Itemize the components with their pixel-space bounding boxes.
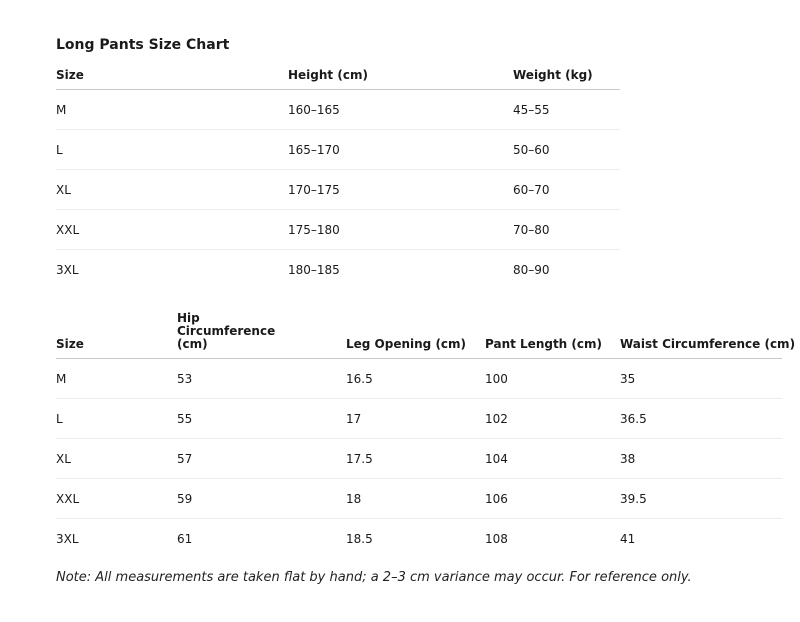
column-header: Height (cm) (288, 60, 513, 90)
table-header-row (56, 60, 620, 90)
table-cell: 104 (485, 439, 620, 479)
table-cell: M (56, 90, 288, 130)
table-row (56, 479, 782, 519)
column-header: Leg Opening (cm) (346, 312, 485, 359)
table-cell: 35 (620, 359, 782, 399)
page-title: Long Pants Size Chart (56, 37, 230, 53)
table-cell: XL (56, 439, 177, 479)
table-cell: 170–175 (288, 170, 513, 210)
table-cell: 108 (485, 531, 508, 546)
table-cell: M (56, 359, 177, 399)
table-cell: L (56, 130, 288, 170)
table-cell: 3XL (56, 262, 79, 277)
table-cell: 160–165 (288, 90, 513, 130)
table-cell: 53 (177, 359, 346, 399)
table-cell: 38 (620, 439, 782, 479)
table-row (56, 250, 620, 290)
table-cell: L (56, 399, 177, 439)
table-cell: 70–80 (513, 210, 620, 250)
table-cell: 18 (346, 479, 485, 519)
table-cell: 175–180 (288, 210, 513, 250)
column-header: Waist Circumference (cm) (620, 312, 782, 359)
table-cell: XXL (56, 479, 177, 519)
table-cell: 180–185 (288, 262, 340, 277)
column-header: Pant Length (cm) (485, 312, 620, 359)
table-cell: 102 (485, 399, 620, 439)
table-cell: 16.5 (346, 359, 485, 399)
size-measurements-table (56, 311, 796, 558)
table-cell: 45–55 (513, 90, 620, 130)
footnote: Note: All measurements are taken flat by hand; a 2–3 cm variance may occur. For reference only. (56, 570, 692, 585)
table-cell: 61 (177, 531, 193, 546)
table-cell: 106 (485, 479, 620, 519)
table-cell: 41 (620, 531, 636, 546)
table-cell: 55 (177, 399, 346, 439)
table-cell: 18.5 (346, 531, 373, 546)
table-cell: 50–60 (513, 130, 620, 170)
table-cell: 57 (177, 439, 346, 479)
column-header: Hip Circumference (cm) (177, 312, 346, 359)
table-cell: 80–90 (513, 262, 550, 277)
table-cell: 3XL (56, 531, 79, 546)
column-header: Size (56, 60, 288, 90)
table-cell: 100 (485, 359, 620, 399)
table-cell: 60–70 (513, 170, 620, 210)
table-cell: 39.5 (620, 479, 782, 519)
table-row (56, 130, 620, 170)
table-row (56, 359, 782, 399)
table-cell: XXL (56, 210, 288, 250)
column-header: Size (56, 312, 177, 359)
table-cell: 59 (177, 479, 346, 519)
table-cell: 36.5 (620, 399, 782, 439)
table-row (56, 519, 782, 559)
table-cell: 17 (346, 399, 485, 439)
table-cell: XL (56, 170, 288, 210)
table-header-row (56, 312, 782, 359)
table-row (56, 399, 782, 439)
table-row (56, 170, 620, 210)
table-row (56, 439, 782, 479)
table-cell: 165–170 (288, 130, 513, 170)
table-row (56, 210, 620, 250)
size-height-weight-table (56, 60, 620, 289)
table-row (56, 90, 620, 130)
column-header: Weight (kg) (513, 60, 620, 90)
table-cell: 17.5 (346, 439, 485, 479)
